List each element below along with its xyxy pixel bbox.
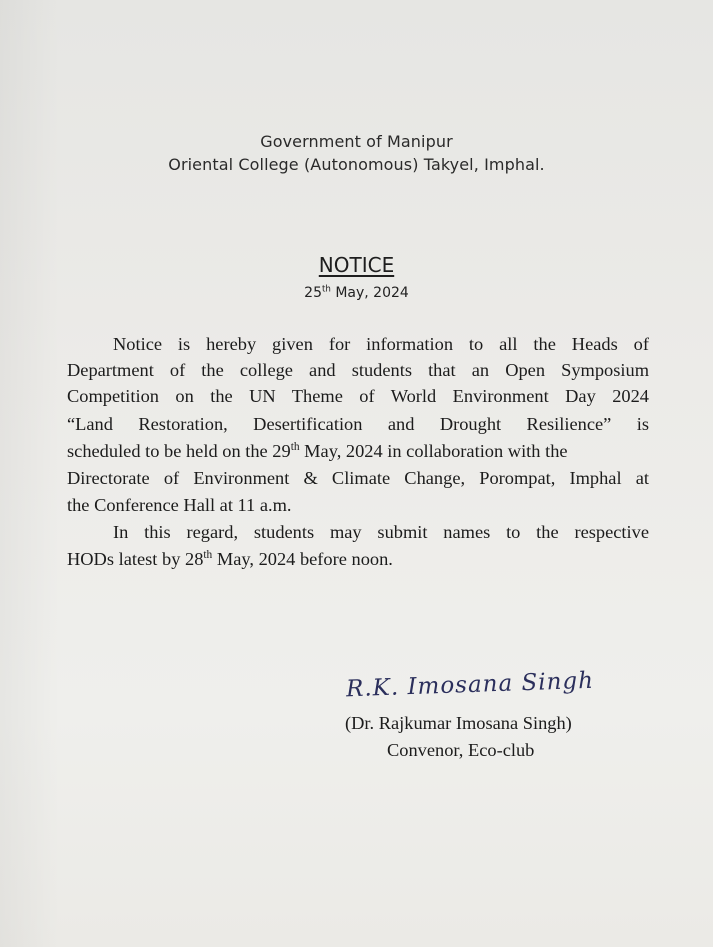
header-college: Oriental College (Autonomous) Takyel, Imphal. <box>168 155 545 174</box>
date-day: 25 <box>304 285 322 301</box>
notice-date <box>0 285 713 301</box>
date-suffix: th <box>321 284 331 295</box>
paragraph-2-line-2 <box>67 547 649 571</box>
line-hod-part-b: May, 2024 before noon. <box>212 549 393 569</box>
header-government: Government of Manipur <box>260 132 453 151</box>
signatory-name: (Dr. Rajkumar Imosana Singh) <box>345 713 572 733</box>
line5-part-b: May, 2024 in collaboration with the <box>299 441 568 461</box>
paragraph-1-line-3: Competition on the UN Theme of World Environment Day 2024 <box>67 386 649 406</box>
line-hod-part-a: HODs latest by 28 <box>67 549 204 569</box>
paragraph-1-line-6: Directorate of Environment & Climate Change, Porompat, Imphal at <box>67 468 649 488</box>
notice-title <box>0 253 713 277</box>
date-month-year: May, 2024 <box>330 285 409 301</box>
paragraph-1-line-1: Notice is hereby given for information to all the Heads of <box>113 334 649 354</box>
paragraph-1-line-5 <box>67 439 649 463</box>
paragraph-1-line-4: “Land Restoration, Desertification and Drought Resilience” is <box>67 414 649 434</box>
line5-part-a: scheduled to be held on the 29 <box>67 441 291 461</box>
paragraph-2-line-1: In this regard, students may submit names to the respective <box>113 522 649 542</box>
notice-title-text: NOTICE <box>318 253 395 277</box>
paragraph-1-line-7: the Conference Hall at 11 a.m. <box>67 495 292 515</box>
line-hod-suffix: th <box>203 548 213 561</box>
handwritten-signature: R.K. Imosana Singh <box>345 667 595 703</box>
paragraph-1-line-2: Department of the college and students that an Open Symposium <box>67 360 649 380</box>
line5-suffix: th <box>290 440 300 453</box>
signatory-role: Convenor, Eco-club <box>387 740 535 760</box>
